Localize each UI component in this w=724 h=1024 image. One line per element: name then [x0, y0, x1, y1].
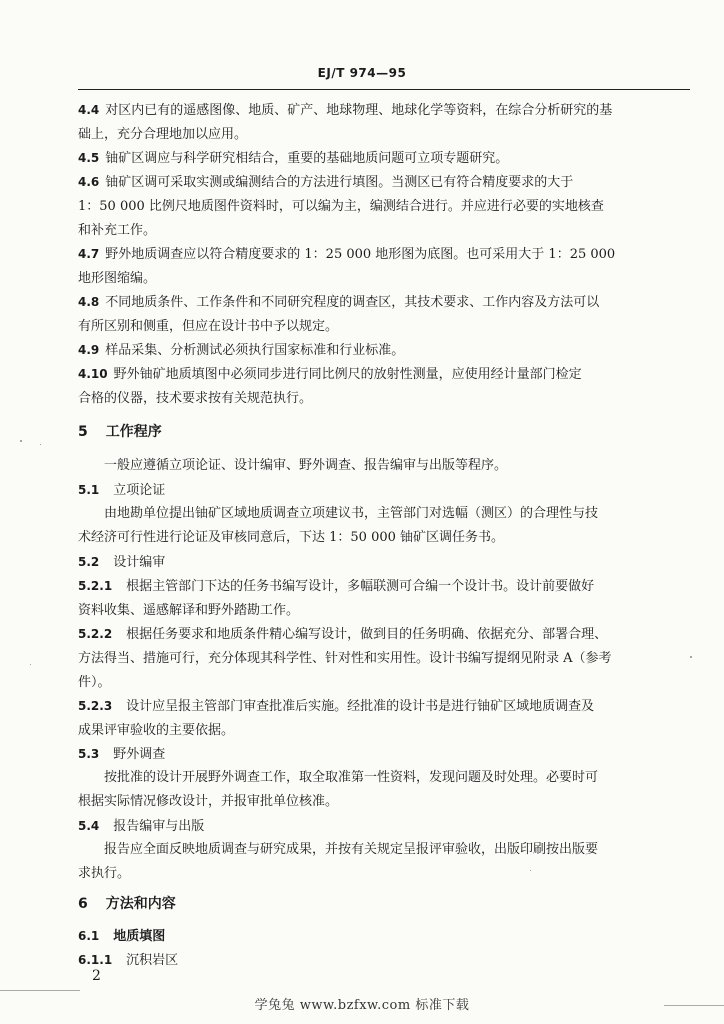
clause-number: 5.2.1: [78, 579, 113, 593]
clause-title: 报告编审与出版: [113, 819, 205, 834]
clause-number: 4.8: [78, 295, 100, 309]
clause-text: 有所区别和侧重，但应在设计书中予以规定。: [78, 319, 339, 334]
clause-text: 合格的仪器，技术要求按有关规范执行。: [78, 391, 313, 406]
clause-title: 野外调查: [113, 747, 166, 762]
footer-watermark[interactable]: 学兔兔 www.bzfxw.com 标准下载: [254, 998, 470, 1013]
clause-5-1-body: [78, 502, 692, 550]
clause-title: 地质填图: [113, 929, 166, 944]
page-number: 2: [92, 968, 101, 984]
clause-number: 4.9: [78, 343, 100, 357]
clause-5-2-2: [78, 622, 692, 695]
clause-text: 成果评审验收的主要依据。: [78, 723, 235, 738]
clause-4-7: [78, 242, 692, 291]
scan-speck: [30, 664, 31, 665]
clause-4-6: [78, 170, 692, 243]
clause-6-1-heading: [78, 924, 165, 949]
clause-text: 和补充工作。: [78, 223, 157, 238]
section-number: 5: [78, 424, 88, 440]
clause-text: 样品采集、分析测试必须执行国家标准和行业标准。: [105, 343, 405, 358]
clause-text: 由地勘单位提出铀矿区域地质调查立项建议书，主管部门对选幅（测区）的合理性与技: [104, 506, 599, 521]
scan-speck: [40, 444, 41, 445]
section-5-heading: [78, 420, 162, 444]
section-number: 6: [78, 896, 88, 912]
clause-5-4-heading: [78, 814, 204, 839]
clause-text: 术经济可行性进行论证及审核同意后，下达 1：50 000 铀矿区调任务书。: [78, 530, 505, 545]
clause-text: 野外铀矿地质填图中必须同步进行同比例尺的放射性测量，应使用经计量部门检定: [113, 367, 582, 382]
clause-text: 铀矿区调应与科学研究相结合，重要的基础地质问题可立项专题研究。: [105, 151, 509, 166]
clause-number: 6.1.1: [78, 953, 113, 967]
header-rule: [78, 89, 690, 90]
clause-5-1-heading: [78, 478, 165, 503]
clause-text: 方法得当、措施可行，充分体现其科学性、针对性和实用性。设计书编写提纲见附录 A（参考: [78, 651, 612, 666]
clause-title: 沉积岩区: [126, 953, 179, 968]
clause-text: 根据任务要求和地质条件精心编写设计，做到目的任务明确、依据充分、部署合理、: [126, 627, 608, 642]
clause-text: 按批准的设计开展野外调查工作，取全取准第一性资料，发现问题及时处理。必要时可: [104, 770, 599, 785]
clause-text: 地形图缩编。: [78, 271, 157, 286]
footer-rule-left: [0, 990, 80, 991]
clause-text: 对区内已有的遥感图像、地质、矿产、地球物理、地球化学等资料，在综合分析研究的基: [105, 103, 613, 118]
clause-number: 5.1: [78, 483, 100, 497]
clause-text: 设计应呈报主管部门审查批准后实施。经批准的设计书是进行铀矿区域地质调查及: [126, 699, 595, 714]
section-6-heading: [78, 892, 176, 916]
clause-number: 6.1: [78, 929, 100, 943]
clause-text: 资料收集、遥感解译和野外踏勘工作。: [78, 603, 300, 618]
scan-speck: [690, 656, 692, 658]
document-code: EJ/T 974—95: [317, 66, 407, 80]
clause-5-2-heading: [78, 550, 165, 575]
clause-number: 4.10: [78, 367, 108, 381]
clause-text: 报告应全面反映地质调查与研究成果，并按有关规定呈报评审验收，出版印刷按出版要: [104, 842, 599, 857]
clause-4-8: [78, 290, 692, 339]
clause-number: 5.2.2: [78, 627, 113, 641]
clause-title: 立项论证: [113, 483, 166, 498]
clause-number: 4.5: [78, 151, 100, 165]
section-title: 方法和内容: [105, 896, 176, 912]
clause-text: 求执行。: [78, 866, 131, 881]
section-5-intro: [78, 454, 692, 478]
clause-text: 1：50 000 比例尺地质图件资料时，可以编为主，编测结合进行。并应进行必要的实地核查: [78, 199, 604, 214]
clause-5-3-body: [78, 766, 692, 814]
intro-text: 一般应遵循立项论证、设计编审、野外调查、报告编审与出版等程序。: [104, 458, 508, 473]
clause-number: 5.2.3: [78, 699, 113, 713]
clause-text: 根据实际情况修改设计，并报审批单位核准。: [78, 794, 339, 809]
clause-text: 铀矿区调可采取实测或编测结合的方法进行填图。当测区已有符合精度要求的大于: [105, 175, 574, 190]
clause-4-9: [78, 338, 692, 363]
clause-number: 4.6: [78, 175, 100, 189]
clause-number: 4.7: [78, 247, 100, 261]
clause-text: 件）。: [78, 675, 111, 690]
clause-4-5: [78, 146, 692, 171]
section-title: 工作程序: [105, 424, 162, 440]
clause-5-2-3: [78, 694, 692, 743]
clause-text: 野外地质调查应以符合精度要求的 1：25 000 地形图为底图。也可采用大于 1：25 000: [105, 247, 616, 262]
scan-speck: [530, 870, 531, 871]
scan-speck: [20, 440, 22, 442]
clause-number: 4.4: [78, 103, 100, 117]
clause-5-3-heading: [78, 742, 165, 767]
clause-4-10: [78, 362, 692, 411]
clause-5-4-body: [78, 838, 692, 886]
clause-text: 根据主管部门下达的任务书编写设计，多幅联测可合编一个设计书。设计前要做好: [126, 579, 595, 594]
clause-number: 5.2: [78, 555, 100, 569]
clause-title: 设计编审: [113, 555, 166, 570]
clause-4-4: [78, 98, 692, 147]
clause-5-2-1: [78, 574, 692, 623]
clause-number: 5.4: [78, 819, 100, 833]
clause-number: 5.3: [78, 747, 100, 761]
clause-text: 础上，充分合理地加以应用。: [78, 127, 248, 142]
clause-text: 不同地质条件、工作条件和不同研究程度的调查区，其技术要求、工作内容及方法可以: [105, 295, 600, 310]
